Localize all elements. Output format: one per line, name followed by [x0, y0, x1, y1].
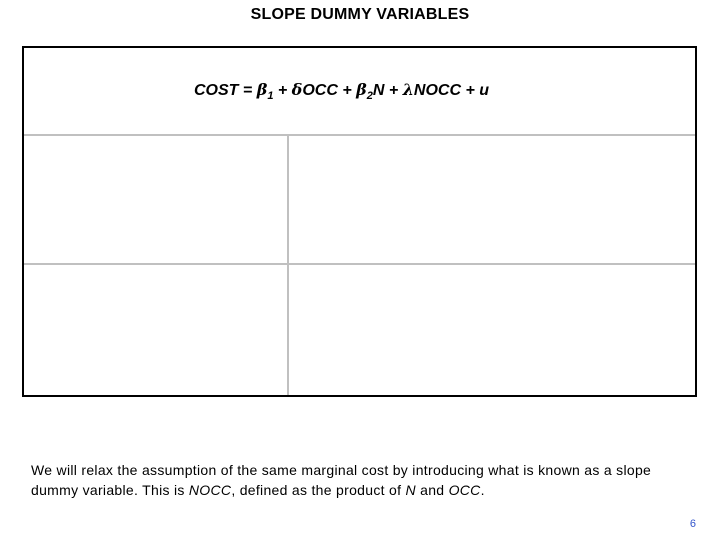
grid-cell-bottom-right: [289, 265, 695, 395]
occ-term: OCC: [302, 82, 338, 99]
paragraph-text: and: [415, 482, 449, 498]
grid-cell-top-right: [289, 136, 695, 265]
nocc-emphasis: NOCC: [188, 482, 232, 498]
equation-lhs: COST: [194, 82, 239, 99]
plus-sign: +: [273, 82, 292, 99]
error-term: u: [479, 82, 490, 99]
equation-row: [24, 48, 695, 136]
paragraph-text: .: [480, 482, 485, 498]
plus-sign: +: [337, 82, 357, 99]
beta-symbol: β: [256, 80, 268, 99]
grid-cell-top-left: [24, 136, 289, 265]
cost-equation: [194, 80, 489, 100]
page-number: 6: [689, 518, 696, 530]
delta-symbol: δ: [291, 80, 303, 99]
n-term: N: [372, 82, 385, 99]
equals-sign: =: [238, 82, 257, 99]
slide-title: SLOPE DUMMY VARIABLES: [250, 6, 470, 23]
plus-sign: +: [384, 82, 403, 99]
nocc-term: NOCC: [413, 82, 462, 99]
paragraph-text: We will relax the assumption of the same marginal cost by introducing what is known as a slope dummy variable. This is: [31, 462, 652, 498]
content-frame: [22, 46, 697, 397]
beta1-subscript: 1: [267, 90, 274, 102]
plus-sign: +: [461, 82, 480, 99]
explanation-paragraph: [31, 460, 701, 500]
beta2-subscript: 2: [366, 90, 373, 102]
n-emphasis: N: [405, 482, 416, 498]
paragraph-text: , defined as the product of: [231, 482, 406, 498]
lambda-symbol: λ: [402, 80, 414, 99]
occ-emphasis: OCC: [448, 482, 481, 498]
beta-symbol: β: [356, 80, 367, 99]
grid-cell-bottom-left: [24, 265, 289, 395]
